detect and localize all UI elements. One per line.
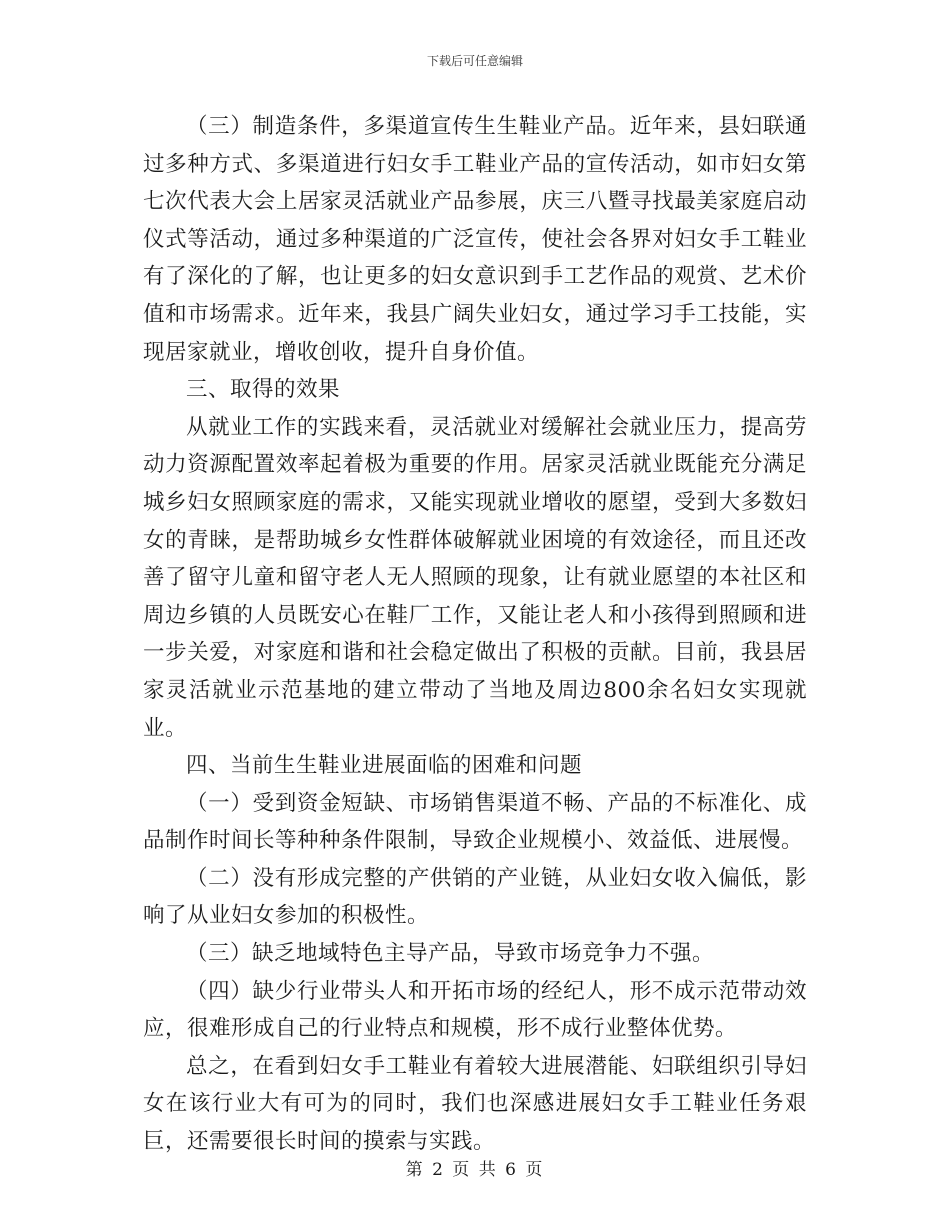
document-body (143, 108, 807, 1161)
page-number-footer: 第 2 页 共 6 页 (405, 1160, 545, 1180)
paragraph-difficulty-4: （四）缺少行业带头人和开拓市场的经纪人，形不成示范带动效应，很难形成自己的行业特点和规模，形不成行业整体优势。 (143, 978, 807, 1042)
section-heading-results: 三、取得的效果 (186, 377, 341, 403)
section-heading-difficulties: 四、当前生生鞋业进展面临的困难和问题 (186, 753, 583, 779)
paragraph-conclusion: 总之，在看到妇女手工鞋业有着较大进展潜能、妇联组织引导妇女在该行业大有可为的同时，我们也深感进展妇女手工鞋业任务艰巨，还需要很长时间的摸索与实践。 (143, 1053, 807, 1155)
paragraph-promotion: （三）制造条件，多渠道宣传生生鞋业产品。近年来，县妇联通过多种方式、多渠道进行妇女手工鞋业产品的宣传活动，如市妇女第七次代表大会上居家灵活就业产品参展，庆三八暨寻找最美家庭启动仪式等活动，通过多种渠道的广泛宣传，使社会各界对妇女手工鞋业有了深化的了解，也让更多的妇女意识到手工艺作品的观赏、艺术价值和市场需求。近年来，我县广阔失业妇女，通过学习手工技能，实现居家就业，增收创收，提升自身价值。 (143, 114, 807, 365)
paragraph-results: 从就业工作的实践来看，灵活就业对缓解社会就业压力，提高劳动力资源配置效率起着极为重要的作用。居家灵活就业既能充分满足城乡妇女照顾家庭的需求，又能实现就业增收的愿望，受到大多数妇女的青睐，是帮助城乡女性群体破解就业困境的有效途径，而且还改善了留守儿童和留守老人无人照顾的现象，让有就业愿望的本社区和周边乡镇的人员既安心在鞋厂工作，又能让老人和小孩得到照顾和进一步关爱，对家庭和谐和社会稳定做出了积极的贡献。目前，我县居家灵活就业示范基地的建立带动了当地及周边800余名妇女实现就业。 (143, 414, 807, 741)
paragraph-difficulty-1: （一）受到资金短缺、市场销售渠道不畅、产品的不标准化、成品制作时间长等种种条件限制，导致企业规模小、效益低、进展慢。 (143, 790, 807, 854)
paragraph-difficulty-2: （二）没有形成完整的产供销的产业链，从业妇女收入偏低，影响了从业妇女参加的积极性。 (143, 865, 807, 929)
page-header: 下载后可任意编辑 (426, 54, 523, 68)
paragraph-difficulty-3: （三）缺乏地域特色主导产品，导致市场竞争力不强。 (186, 941, 715, 967)
